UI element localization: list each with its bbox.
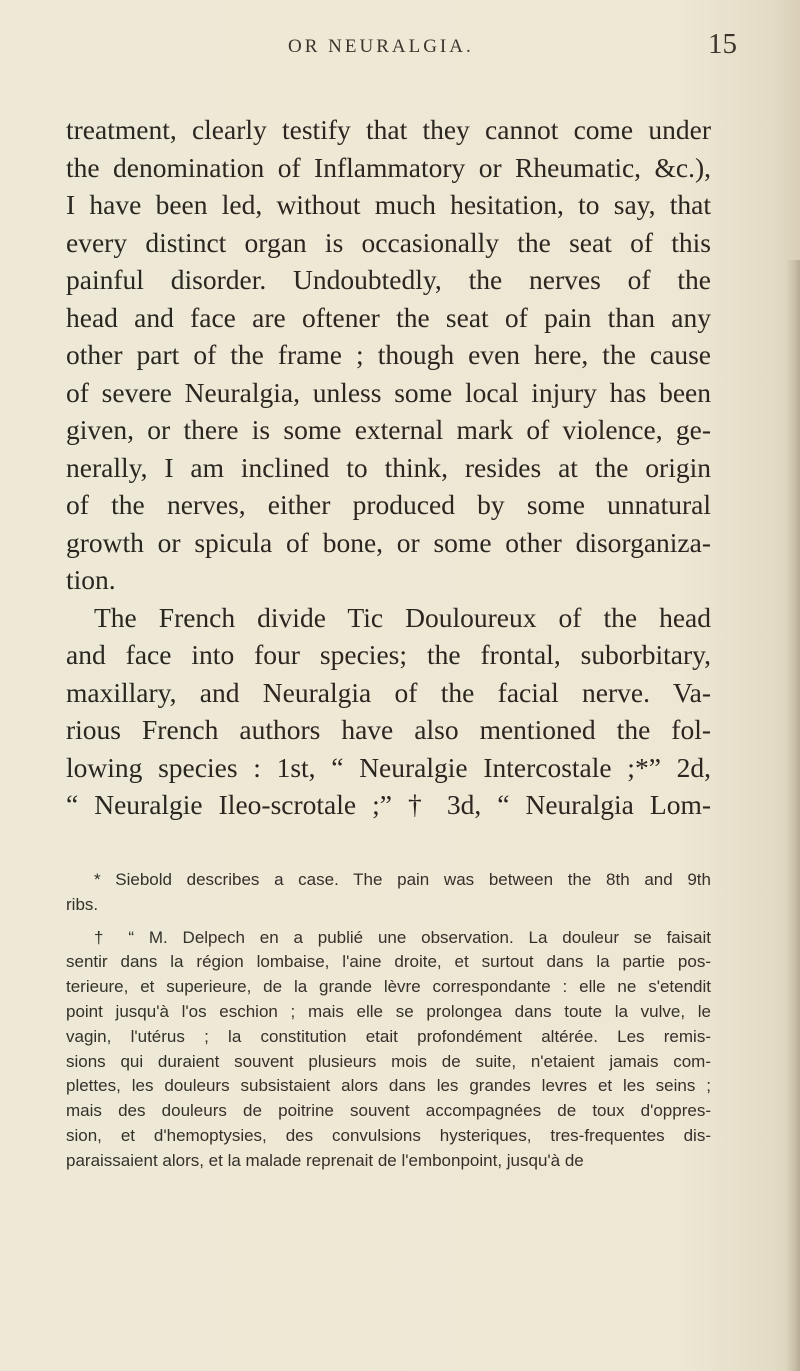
footnote-line: paraissaient alors, et la malade reprenait de l'embonpoint, jusqu'à de — [66, 1150, 584, 1170]
footnote-line: plettes, les douleurs subsistaient alors dans les grandes levres et les seins ; — [66, 1076, 711, 1096]
text-line: head and face are oftener the seat of pain than any — [66, 301, 711, 333]
footnote-line: mais des douleurs de poitrine souvent accompagnées de toux d'oppres- — [66, 1101, 711, 1121]
text-line: of severe Neuralgia, unless some local injury has been — [66, 376, 711, 408]
footnote-gap — [66, 918, 711, 926]
footnote-line: † “ M. Delpech en a publié une observation. La douleur se faisait — [94, 927, 711, 947]
text-line: the denomination of Inflammatory or Rheumatic, &c.), — [66, 151, 711, 183]
footnote-line: sions qui duraient souvent plusieurs mois de suite, n'etaient jamais com- — [66, 1051, 711, 1071]
text-line: “ Neuralgie Ileo-scrotale ;” † 3d, “ Neuralgia Lom- — [66, 789, 711, 820]
footnote-line: point jusqu'à l'os eschion ; mais elle se prolongea dans toute la vulve, le — [66, 1001, 711, 1021]
footnote-line: vagin, l'utérus ; la constitution etait profondément altérée. Les remis- — [66, 1026, 711, 1046]
page-edge-shadow — [786, 260, 800, 1371]
text-line: and face into four species; the frontal, suborbitary, — [66, 639, 711, 670]
text-line: maxillary, and Neuralgia of the facial nerve. Va- — [66, 676, 711, 708]
footnote-line: sion, et d'hemoptysies, des convulsions hysteriques, tres-frequentes dis- — [66, 1125, 711, 1145]
footnote-line: ribs. — [66, 894, 99, 914]
text-line: lowing species : 1st, “ Neuralgie Intercostale ;*” 2d, — [66, 751, 711, 783]
footnote-line: sentir dans la région lombaise, l'aine droite, et surtout dans la partie pos- — [66, 952, 711, 972]
text-line: painful disorder. Undoubtedly, the nerves of the — [66, 264, 711, 295]
footnote-1 — [66, 868, 711, 918]
footnote-line: * Siebold describes a case. The pain was between the 8th and 9th — [94, 870, 711, 889]
footnote-line: terieure, et superieure, de la grande lèvre correspondante : elle ne s'etendit — [66, 977, 711, 997]
text-line: growth or spicula of bone, or some other disorganiza- — [66, 526, 711, 558]
main-text — [66, 111, 711, 824]
text-line: treatment, clearly testify that they cannot come under — [66, 114, 711, 145]
text-line: every distinct organ is occasionally the seat of this — [66, 226, 711, 258]
text-line: tion. — [66, 564, 116, 595]
page-number: 15 — [708, 28, 737, 60]
footnote-2 — [66, 926, 711, 1174]
footnotes — [66, 868, 711, 1174]
running-title: OR NEURALGIA. — [288, 36, 474, 57]
text-line: other part of the frame ; though even here, the cause — [66, 339, 711, 370]
text-line: I have been led, without much hesitation, to say, that — [66, 189, 711, 220]
running-head — [0, 28, 800, 68]
text-line: nerally, I am inclined to think, resides at the origin — [66, 451, 711, 483]
text-line: of the nerves, either produced by some unnatural — [66, 489, 711, 520]
text-line: The French divide Tic Douloureux of the head — [94, 601, 711, 633]
text-line: given, or there is some external mark of violence, ge- — [66, 414, 711, 445]
text-line: rious French authors have also mentioned the fol- — [66, 714, 711, 745]
